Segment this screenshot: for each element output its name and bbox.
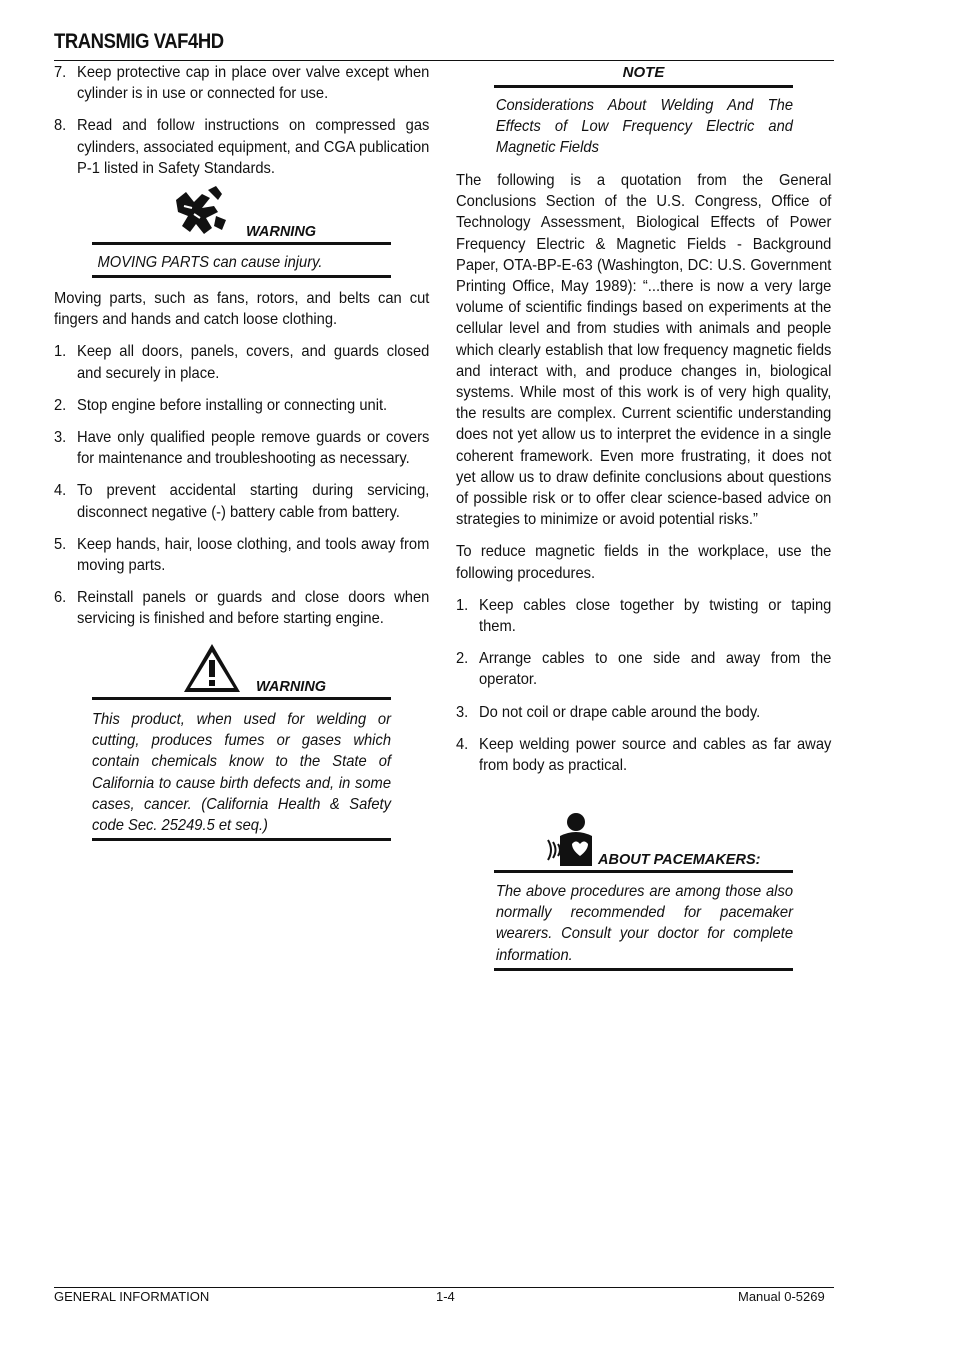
list-item: 4. To prevent accidental starting during servicing, disconnect negative (-) battery cable from battery. — [54, 482, 430, 521]
warning-bar-bottom — [92, 275, 391, 278]
reduce-fields-intro: To reduce magnetic fields in the workplace, use the following procedures. — [456, 543, 832, 582]
warning-header — [92, 640, 391, 697]
list-item: 6. Reinstall panels or guards and close doors when servicing is finished and before starting engine. — [54, 589, 430, 628]
warning-body: MOVING PARTS can cause injury. — [97, 254, 323, 271]
pacemaker-box — [494, 808, 793, 971]
warning-header — [92, 186, 391, 242]
cylinder-list — [54, 62, 429, 179]
pacemaker-bar-bottom — [494, 968, 793, 971]
moving-parts-intro: Moving parts, such as fans, rotors, and belts can cut fingers and hands and catch loose clothing. — [54, 290, 430, 329]
note-body: Considerations About Welding And The Effects of Low Frequency Electric and Magnetic Fields — [495, 97, 793, 157]
moving-parts-hand-icon — [172, 186, 228, 240]
right-column-content — [456, 170, 831, 776]
note-label: NOTE — [622, 64, 665, 81]
list-item: 1. Keep cables close together by twisting or taping them. — [456, 596, 832, 636]
footer-section: GENERAL INFORMATION — [54, 1289, 210, 1304]
footer-rule — [54, 1287, 834, 1288]
exclamation-triangle-icon — [182, 642, 242, 694]
warning-body: This product, when used for welding or cutting, produces fumes or gases which contain chemicals know to the State of California to cause birth defects and, in some cases, cancer. (California Health & Safety code Sec. 25249.5 et seq.) — [92, 711, 391, 835]
ota-quotation: The following is a quotation from the General Conclusions Section of the U.S. Congress, Office of Technology Assessment, Biological Effects of Power Frequency Electric & Magnetic Fields - Background Paper, OTA-BP-E-63 (Washington, DC: U.S. Government Printing Office, May 1989): “...there is now a very large volume of scientific findings based on experiments at the cellular level and from studies with animals and people which clearly establish that low frequency magnetic fields and interact with, and produce changes in, biological systems. While most of this work is of very high quality, the results are complex. Current scientific understanding does not yet allow us to interpret the evidence in a single coherent framework. Even more frustrating, it does not yet allow us to draw definite conclusions about questions of possible risk or to offer clear science-based advice on strategies to minimize or avoid potential risks.” — [456, 172, 832, 529]
california-warning — [92, 640, 391, 841]
moving-parts-list — [54, 341, 429, 629]
left-column — [54, 62, 430, 190]
note-box — [494, 63, 793, 159]
list-item: 4. Keep welding power source and cables as far away from body as practical. — [456, 735, 832, 775]
list-item: 1. Keep all doors, panels, covers, and guards closed and securely in place. — [54, 343, 430, 382]
list-item: 3. Have only qualified people remove guards or covers for maintenance and troubleshooting as necessary. — [54, 429, 430, 468]
magnetic-field-list — [456, 595, 831, 776]
pacemaker-header — [494, 808, 793, 870]
list-item: 8. Read and follow instructions on compressed gas cylinders, associated equipment, and CGA publication P-1 listed in Safety Standards. — [54, 117, 430, 177]
warning-bar-bottom — [92, 838, 391, 841]
pacemaker-label: ABOUT PACEMAKERS: — [598, 852, 761, 868]
page-title: TRANSMIG VAF4HD — [54, 30, 224, 53]
pacemaker-body: The above procedures are among those also normally recommended for pacemaker wearers. Consult your doctor for complete information. — [495, 883, 793, 964]
header-rule — [54, 60, 834, 61]
moving-parts-warning — [92, 186, 391, 278]
left-column-content — [54, 62, 429, 179]
list-item: 3. Do not coil or drape cable around the body. — [456, 703, 761, 721]
list-item: 2. Stop engine before installing or connecting unit. — [54, 396, 388, 414]
warning-label: WARNING — [256, 679, 327, 695]
right-column — [456, 170, 832, 787]
left-column-lower — [54, 288, 430, 641]
list-item: 7. Keep protective cap in place over valve except when cylinder is in use or connected for use. — [54, 64, 430, 103]
list-item: 2. Arrange cables to one side and away from the operator. — [456, 650, 832, 689]
warning-label: WARNING — [246, 224, 317, 240]
manual-number: Manual 0-5269 — [738, 1289, 825, 1304]
left-lower-content — [54, 288, 429, 630]
page-number: 1-4 — [436, 1289, 455, 1304]
pacemaker-person-icon — [546, 810, 596, 868]
list-item: 5. Keep hands, hair, loose clothing, and tools away from moving parts. — [54, 535, 430, 575]
